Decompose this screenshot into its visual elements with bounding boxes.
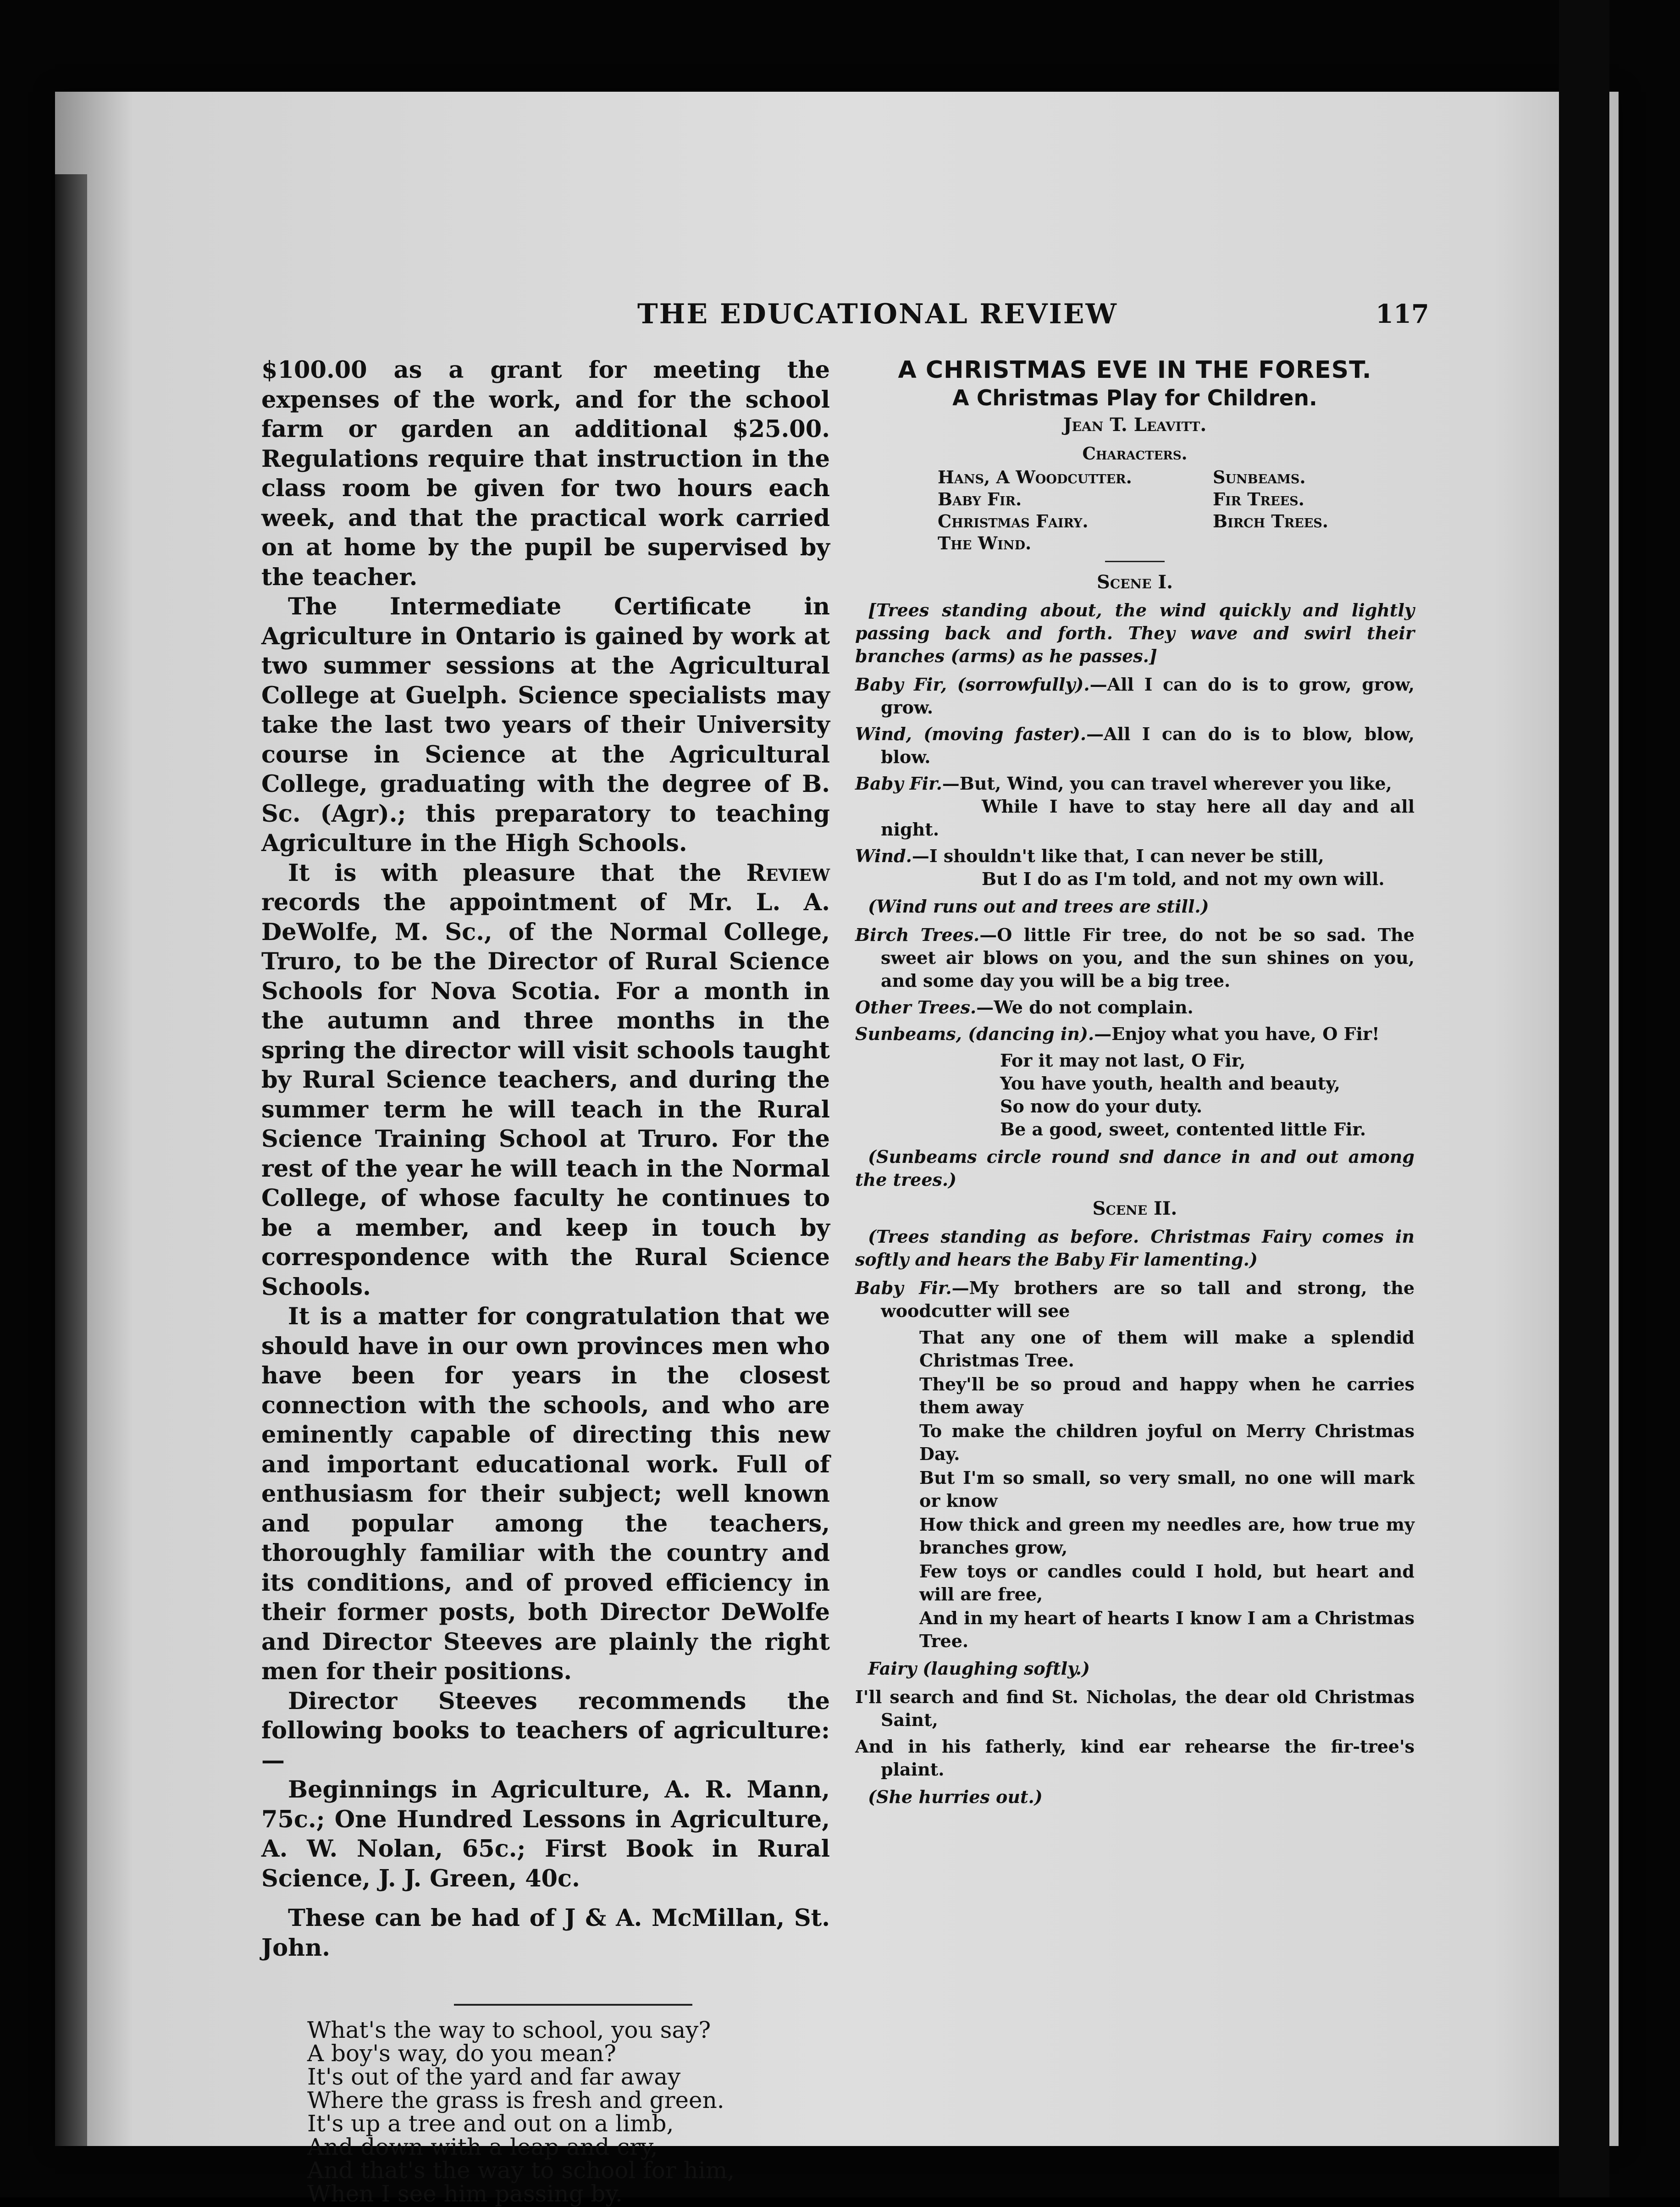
character: The Wind. [938,533,1032,553]
speech [855,673,1415,719]
speaker-fairy: Fairy (laughing softly.) [868,1658,1090,1679]
speech-text: —But, Wind, you can travel wherever you like, [942,773,1392,794]
speech-text: —I shouldn't like that, I can never be still, [912,846,1324,866]
text-span: records the appointment of Mr. L. A. DeWolfe, M. Sc., of the Normal College, Truro, to be the Director of Rural Science Schools for Nova Scotia. For a month in the autumn and three months in the spring the director will visit schools taught by Rural Science teachers, and during the summer term he will teach in the Rural Science Training School at Truro. For the rest of the year he will teach in the Normal College, of whose faculty he continues to be a member, and keep in touch by correspondence with the Rural Science Schools. [261,889,830,1301]
poem-line: It's up a tree and out on a limb, [307,2110,674,2137]
left-column [261,355,830,2206]
paragraph [261,858,830,1302]
stage-direction: (She hurries out.) [868,1787,1043,1807]
verse-line: Be a good, sweet, contented little Fir. [1000,1119,1366,1139]
verse-line: And in his fatherly, kind ear rehearse the fir-tree's plaint. [855,1736,1415,1780]
verse-line: How thick and green my needles are, how true my branches grow, [919,1514,1415,1558]
poem-line: And down with a leap and cry, [307,2134,658,2160]
stage-direction: [Trees standing about, the wind quickly and lightly passing back and forth. They wave and swirl their branches (arms) as he passes.] [855,600,1415,666]
speech-text: —We do not complain. [976,997,1194,1018]
stage-direction: (Wind runs out and trees are still.) [868,896,1209,917]
verse-line: But I'm so small, so very small, no one will mark or know [919,1467,1415,1511]
character: Sunbeams. [1213,467,1306,487]
character: Baby Fir. [938,489,1022,509]
speech [855,772,1415,841]
speaker: Wind, (moving faster). [855,724,1087,744]
text-span: It is with pleasure that the [288,859,746,887]
speech-text: —O little Fir tree, do not be so sad. The sweet air blows on you, and the sun shines on you, and some day you will be a big tree. [881,924,1415,991]
speech [855,1277,1415,1322]
paragraph: Beginnings in Agriculture, A. R. Mann, 75c.; One Hundred Lessons in Agriculture, A. W. Nolan, 65c.; First Book in Rural Science, J. J. Green, 40c. [261,1776,830,1892]
verse-line: And in my heart of hearts I know I am a Christmas Tree. [919,1608,1415,1651]
paragraph: The Intermediate Certificate in Agriculture in Ontario is gained by work at two summer sessions at the Agricultural College at Guelph. Science specialists may take the last two years of their University course in Science at the Agricultural College, graduating with the degree of B. Sc. (Agr).; this preparatory to teaching Agriculture in the High Schools. [261,593,830,857]
verse-line: You have youth, health and beauty, [1000,1073,1341,1094]
poem-line: A boy's way, do you mean? [307,2040,616,2067]
verse-line: To make the children joyful on Merry Christmas Day. [919,1421,1415,1464]
characters-heading: Characters. [1082,443,1188,464]
speech-text: —My brothers are so tall and strong, the woodcutter will see [881,1278,1415,1321]
poem-rule [454,2004,692,2006]
poem-line: And that's the way to school for him, [307,2157,735,2184]
scene-rule [1105,561,1165,562]
speech-text: But I do as I'm told, and not my own will. [982,868,1385,889]
character: Birch Trees. [1213,511,1329,531]
character: Hans, A Woodcutter. [938,467,1132,487]
speaker: Other Trees. [855,997,977,1018]
poem-line: Where the grass is fresh and green. [307,2087,724,2113]
book-spine-shadow [55,174,87,2146]
character: Fir Trees. [1213,489,1304,509]
verse-line: So now do your duty. [1000,1096,1203,1117]
scene-heading: Scene II. [1092,1198,1177,1219]
right-column [855,355,1415,1814]
review-smallcaps: Review [746,859,830,887]
speaker: Birch Trees. [855,924,980,945]
play-author: Jean T. Leavitt. [1063,414,1207,436]
running-head: THE EDUCATIONAL REVIEW [637,298,1118,330]
poem-line: What's the way to school, you say? [307,2017,711,2043]
stage-direction: (Sunbeams circle round snd dance in and out among the trees.) [855,1146,1415,1190]
paragraph: $100.00 as a grant for meeting the expenses of the work, and for the school farm or garden an additional $25.00. Regulations require that instruction in the class room be given for two hours each week, and that the practical work carried on at home by the pupil be supervised by the teacher. [261,356,830,591]
verse-line: They'll be so proud and happy when he carries them away [919,1374,1415,1417]
paragraph: It is a matter for congratulation that we should have in our own provinces men who have been for years in the closest connection with the schools, and who are eminently capable of directing this new and important educational work. Full of enthusiasm for their subject; well known and popular among the teachers, thoroughly familiar with the country and its conditions, and of proved efficiency in their former posts, both Director DeWolfe and Director Steeves are plainly the right men for their positions. [261,1303,830,1685]
verse-line: For it may not last, O Fir, [1000,1050,1246,1071]
speech-text: —All I can do is to blow, blow, blow. [881,724,1415,767]
page-number: 117 [1376,299,1429,329]
play-subtitle: A Christmas Play for Children. [952,386,1317,411]
play-title: A CHRISTMAS EVE IN THE FOREST. [898,356,1372,384]
paragraph: Director Steeves recommends the following books to teachers of agriculture:— [261,1687,830,1774]
character [1213,532,1396,554]
verse-line: Few toys or candles could I hold, but heart and will are free, [919,1561,1415,1604]
speaker: Baby Fir. [855,1278,952,1298]
paragraph: These can be had of J & A. McMillan, St. John. [261,1904,830,1962]
speaker: Wind. [855,846,912,866]
speaker: Sunbeams, (dancing in). [855,1023,1094,1044]
verse-line: That any one of them will make a splendid Christmas Tree. [919,1327,1415,1371]
speech-text: While I have to stay here all day and all night. [881,796,1415,840]
character: Christmas Fairy. [938,511,1089,531]
poem-line: It's out of the yard and far away [307,2063,681,2090]
poem [307,2004,830,2206]
speech-text: —All I can do is to grow, grow, grow. [881,674,1415,718]
speaker: Baby Fir. [855,773,942,794]
characters-list [938,466,1415,554]
verse-line: I'll search and find St. Nicholas, the dear old Christmas Saint, [855,1687,1415,1730]
right-edge-shadow [1559,0,1609,2197]
speech [855,1023,1415,1045]
speaker: Baby Fir, (sorrowfully). [855,674,1090,695]
poem-line: When I see him passing by. [307,2180,623,2207]
speech [855,996,1415,1019]
speech [855,723,1415,769]
scene-heading: Scene I. [1096,571,1173,593]
speech [855,924,1415,992]
speech-text: —Enjoy what you have, O Fir! [1094,1023,1380,1044]
stage-direction: (Trees standing as before. Christmas Fairy comes in softly and hears the Baby Fir lamenting.) [855,1226,1415,1270]
speech [855,845,1415,891]
